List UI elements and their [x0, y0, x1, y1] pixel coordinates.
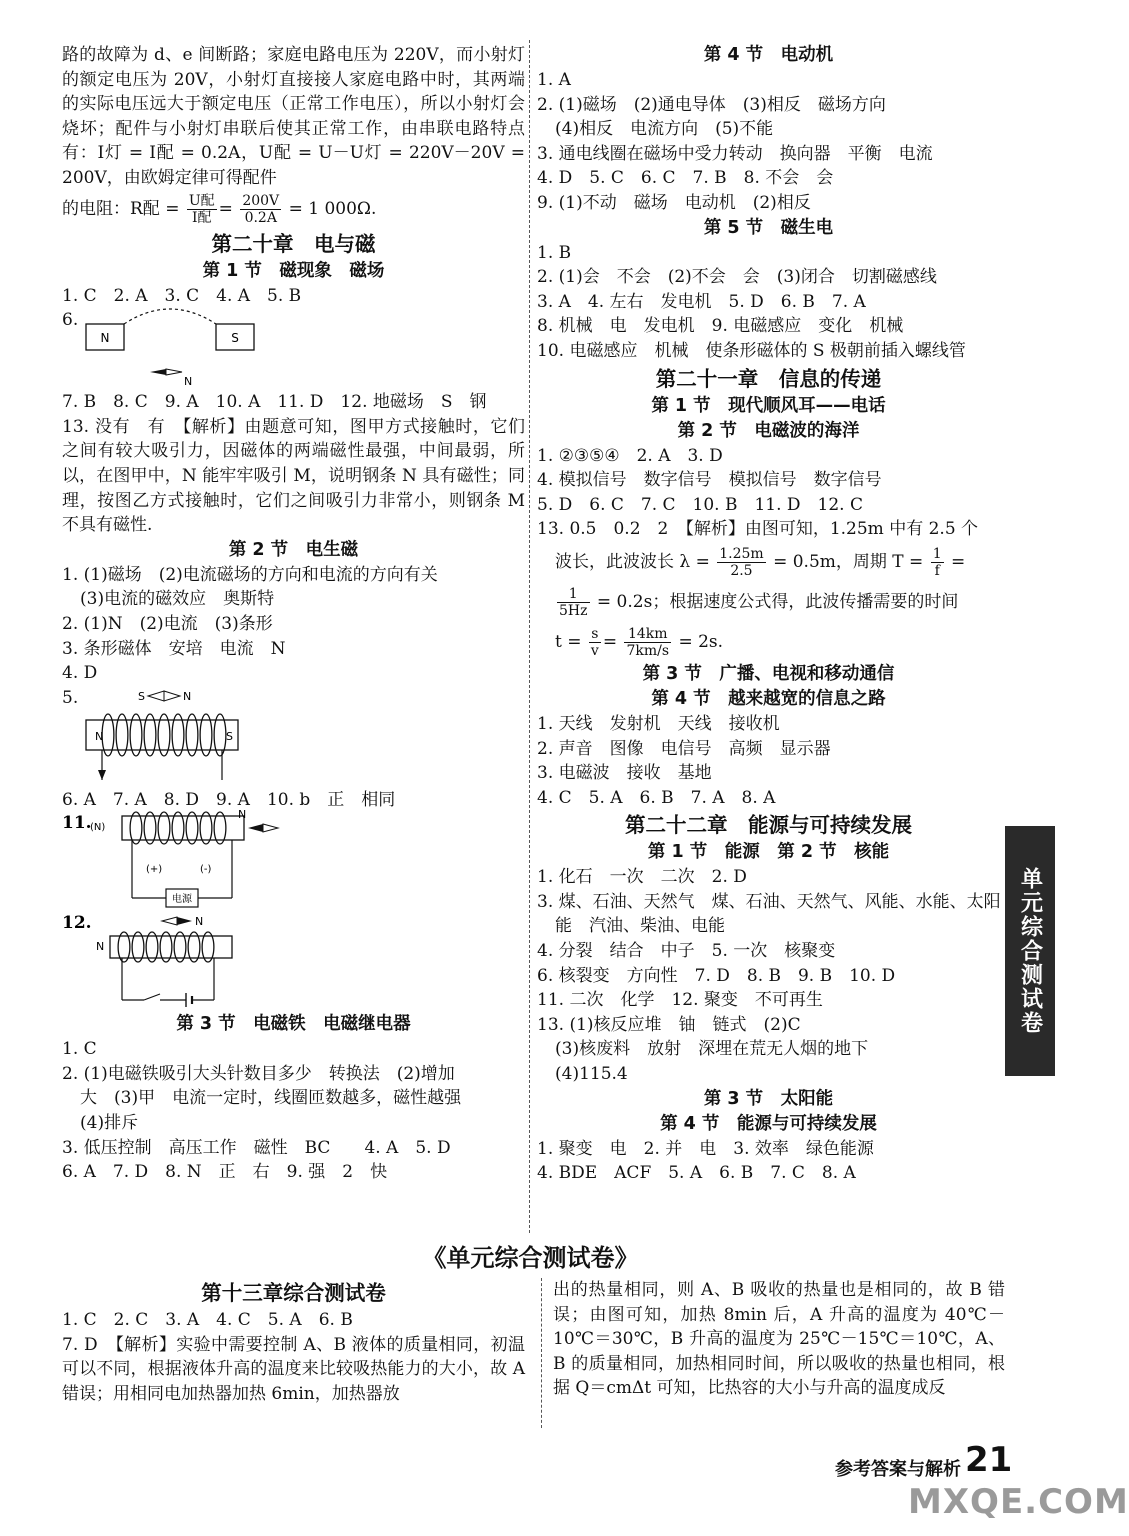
answer-line: 6. A 7. A 8. D 9. A 10. b 正 相同	[62, 789, 396, 810]
switch	[144, 994, 160, 1000]
answer-line: 4. D 5. C 6. C 7. B 8. 不会 会	[537, 168, 834, 189]
answer-line: 4. BDE ACF 5. A 6. B 7. C 8. A	[537, 1163, 856, 1184]
frequency-fraction: $\frac{1}{5Hz}$	[559, 585, 588, 619]
coil-turn	[144, 812, 156, 844]
intro-formula: 的电阻：R配 = $\frac{\text{U配}}{\text{I配}}$ = $\frac{200V}{0.2A}$ = 1 000Ω.	[62, 192, 377, 226]
answer-paragraph: 13. 没有 有 【解析】由题意可知，图甲方式接触时，它们之间有较大吸引力，因磁体的两端磁性最强，中间最弱，所以，在图甲中，N 能牢牢吸引 M，说明钢条 N 具有磁性；同理，按图乙方式接触时，它们之间吸引力非常小，则钢条 M 不具有磁性.	[62, 416, 525, 536]
right-column	[537, 43, 1000, 1186]
period-fraction: $\frac{1}{f}$	[932, 545, 942, 579]
answer-line: 1. 化石 一次 二次 2. D	[537, 867, 747, 888]
current-arrow	[98, 770, 106, 780]
answer-paragraph: 7. D 【解析】实验中需要控制 A、B 液体的质量相同，初温可以不同，根据液体升高的温度来比较吸热能力的大小，故 A 错误；用相同电加热器加热 6min，加热器放	[62, 1334, 525, 1404]
formula-fraction-2: $\frac{200V}{0.2A}$	[242, 192, 280, 226]
intro-paragraph: 路的故障为 d、e 间断路；家庭电路电压为 220V，而小射灯的额定电压为 20V，小射灯直接接人家庭电路中时，其两端的实际电压远大于额定电压（正常工作电压），所以小射灯会烧坏；配件与小射灯串联后使其正常工作，由串联电路特点有：I灯 = I配 = 0.2A，U配 = U－U灯 = 220V－20V = 200V，由欧姆定律可得配件	[62, 45, 525, 188]
answer-line: (3)电流的磁效应 奥斯特	[80, 589, 275, 610]
answer-line: 1. 聚变 电 2. 并 电 3. 效率 绿色能源	[537, 1138, 874, 1159]
chapter-20-title: 第二十章 电与磁	[211, 231, 376, 256]
answer-line: 4. D	[62, 663, 98, 684]
page-number: 21	[965, 1440, 1013, 1480]
figure-q6: 6. N S N	[62, 308, 525, 390]
section-title: 第 1 节 能源 第 2 节 核能	[647, 842, 890, 863]
answer-line: (4)排斥	[80, 1113, 139, 1134]
section-title: 第 2 节 电磁波的海洋	[677, 420, 860, 441]
answer-line: 10. 电磁感应 机械 使条形磁体的 S 极朝前插入螺线管	[537, 340, 966, 361]
answer-line: 3. 低压控制 高压工作 磁性 BC 4. A 5. D	[62, 1137, 451, 1158]
bottom-right-column	[553, 1278, 1005, 1401]
answer-line: 4. 分裂 结合 中子 5. 一次 核聚变	[537, 941, 836, 962]
answer-line: 1. (1)磁场 (2)电流磁场的方向和电流的方向有关	[62, 564, 438, 585]
answer-line: 7. B 8. C 9. A 10. A 11. D 12. 地磁场 S 钢	[62, 392, 487, 413]
answer-line: 3. 条形磁体 安培 电流 N	[62, 638, 286, 659]
answer-line: 2. (1)会 不会 (2)不会 会 (3)闭合 切割磁感线	[537, 267, 937, 288]
coil-windings	[130, 812, 226, 844]
answer-line: 5. D 6. C 7. C 10. B 11. D 12. C	[537, 494, 863, 515]
field-line	[124, 309, 216, 324]
answer-line: 1. B	[537, 242, 572, 263]
section-title: 第 4 节 越来越宽的信息之路	[651, 688, 886, 709]
distance-fraction: $\frac{14km}{7km/s}$	[626, 625, 670, 659]
coil-turn	[172, 812, 184, 844]
formula-line: t = $\frac{s}{v}$ = $\frac{14km}{7km/s}$ = 2s.	[555, 625, 724, 659]
coil-turn	[130, 812, 142, 844]
left-column	[62, 43, 525, 1185]
answer-line: 1. A	[537, 70, 571, 90]
coil-turn	[214, 812, 226, 844]
chapter-21-title: 第二十一章 信息的传递	[655, 366, 882, 391]
answer-line: 1. ②③⑤④ 2. A 3. D	[537, 445, 723, 466]
answer-line: 3. 通电线圈在磁场中受力转动 换向器 平衡 电流	[537, 143, 933, 164]
section-title: 第 5 节 磁生电	[703, 217, 834, 238]
answer-paragraph: 出的热量相同，则 A、B 吸收的热量也是相同的，故 B 错误；由图可知，加热 8min 后，A 升高的温度为 40℃－10℃＝30℃，B 升高的温度为 25℃－15℃＝10℃，A、B 的质量相同，加热相同时间，所以吸收的热量也相同，根据 Q＝cmΔt 可知，比热容的大小与升高的温度成反	[553, 1280, 1005, 1399]
figure-q11	[62, 808, 525, 912]
magnet-s-label: S	[231, 331, 239, 346]
section-title: 第 3 节 广播、电视和移动通信	[642, 663, 895, 684]
answer-line: 1. C 2. C 3. A 4. C 5. A 6. B	[62, 1310, 353, 1330]
solenoid-diagram-q5	[62, 686, 525, 788]
needle-light	[263, 824, 278, 832]
pole-n-label: N	[96, 940, 105, 954]
answer-line: (3)核废料 放射 深埋在荒无人烟的地下	[555, 1039, 869, 1060]
answer-line: 13. 0.5 0.2 2 【解析】由图可知，1.25m 中有 2.5 个	[537, 519, 979, 540]
plus-label: (+)	[146, 864, 163, 876]
answer-line: 3. 煤、石油、天然气 煤、石油、天然气、风能、水能、太阳	[537, 891, 1001, 912]
coil-turn	[200, 812, 212, 844]
answer-line: 2. (1)磁场 (2)通电导体 (3)相反 磁场方向	[537, 94, 886, 115]
answer-line: 6. 核裂变 方向性 7. D 8. B 9. B 10. D	[537, 965, 896, 986]
answer-line: 能 汽油、柴油、电能	[555, 916, 725, 937]
compass-needle-light	[166, 369, 182, 375]
needle-dark	[177, 917, 192, 925]
minus-label: (-)	[200, 864, 212, 876]
compass-needle-dark	[150, 369, 166, 375]
answer-line: 11. 二次 化学 12. 聚变 不可再生	[537, 990, 823, 1011]
section-title: 第 3 节 电磁铁 电磁继电器	[176, 1014, 411, 1035]
section-title: 第 1 节 磁现象 磁场	[202, 260, 385, 281]
section-title: 第 4 节 能源与可持续发展	[660, 1113, 877, 1134]
bottom-left-column	[62, 1278, 525, 1406]
core-s-label: S	[226, 729, 233, 743]
needle-n-label: N	[238, 808, 247, 822]
figure-q12	[62, 912, 525, 1012]
formula-line: 波长，此波波长 λ = $\frac{1.25m}{2.5}$ = 0.5m，周期 T = $\frac{1}{f}$ =	[555, 545, 966, 579]
needle-n-label: N	[184, 375, 193, 389]
unit-test-title: 《单元综合测试卷》	[422, 1244, 639, 1272]
section-title: 第 2 节 电生磁	[228, 539, 359, 560]
answer-line: 6. A 7. D 8. N 正 右 9. 强 2 快	[62, 1162, 388, 1183]
coil-turn	[186, 812, 198, 844]
answer-line: 1. C 2. A 3. C 4. A 5. B	[62, 285, 302, 306]
needle-n-label: N	[195, 915, 204, 929]
formula-line: $\frac{1}{5Hz}$ = 0.2s；根据速度公式得，此波传播需要的时间	[559, 585, 959, 619]
formula-fraction-1: $\frac{\text{U配}}{\text{I配}}$	[188, 192, 215, 226]
coil-turn	[158, 812, 170, 844]
footer-label: 参考答案与解析	[835, 1459, 961, 1480]
magnet-n-label: N	[100, 331, 110, 346]
wavelength-fraction: $\frac{1.25m}{2.5}$	[719, 545, 764, 579]
needle-light	[162, 917, 177, 925]
answer-line: 4. C 5. A 6. B 7. A 8. A	[537, 787, 776, 808]
answer-line: 9. (1)不动 磁场 电动机 (2)相反	[537, 192, 811, 213]
answer-line: (4)相反 电流方向 (5)不能	[555, 119, 774, 140]
figure-q5: 5. S N N S	[62, 686, 525, 788]
needle-left	[148, 691, 164, 701]
chapter-13-test-title: 第十三章综合测试卷	[201, 1281, 386, 1305]
solenoid-diagram-q12	[62, 912, 525, 1012]
solenoid-diagram-q11	[62, 808, 525, 912]
question-number: 12.	[62, 913, 92, 934]
column-divider	[529, 40, 530, 1233]
pole-label: (N)	[90, 822, 106, 834]
needle-n-label: N	[183, 689, 192, 703]
answer-line: 13. (1)核反应堆 铀 链式 (2)C	[537, 1014, 801, 1035]
answer-line: 2. (1)N (2)电流 (3)条形	[62, 613, 273, 634]
watermark: MXQE.COM	[908, 1482, 1129, 1522]
answer-line: 2. 声音 图像 电信号 高频 显示器	[537, 738, 831, 759]
chapter-22-title: 第二十二章 能源与可持续发展	[625, 813, 912, 838]
section-title: 第 4 节 电动机	[703, 45, 834, 65]
answer-line: 3. A 4. 左右 发电机 5. D 6. B 7. A	[537, 291, 866, 312]
answer-line: 8. 机械 电 发电机 9. 电磁感应 变化 机械	[537, 316, 904, 337]
core-n-label: N	[95, 729, 104, 743]
answer-line: 1. 天线 发射机 天线 接收机	[537, 713, 780, 734]
magnet-field-diagram	[62, 308, 525, 390]
answer-line: (4)115.4	[555, 1064, 628, 1085]
power-label: 电源	[172, 894, 192, 906]
needle-s-label: S	[138, 689, 145, 703]
answer-line: 2. (1)电磁铁吸引大头针数目多少 转换法 (2)增加	[62, 1063, 455, 1084]
question-number: 11.	[62, 813, 92, 834]
needle-dark	[248, 824, 263, 832]
section-title: 第 3 节 太阳能	[703, 1088, 834, 1109]
answer-line: 4. 模拟信号 数字信号 模拟信号 数字信号	[537, 470, 882, 491]
speed-fraction: $\frac{s}{v}$	[590, 625, 599, 659]
column-divider	[541, 1278, 542, 1428]
answer-line: 大 (3)甲 电流一定时，线圈匝数越多，磁性越强	[80, 1088, 462, 1109]
needle-right	[164, 691, 180, 701]
answer-line: 3. 电磁波 接收 基地	[537, 763, 712, 784]
answer-line: 1. C	[62, 1039, 97, 1060]
section-title: 第 1 节 现代顺风耳——电话	[651, 395, 886, 416]
side-tab: 单元综合测试卷	[1005, 826, 1055, 1076]
